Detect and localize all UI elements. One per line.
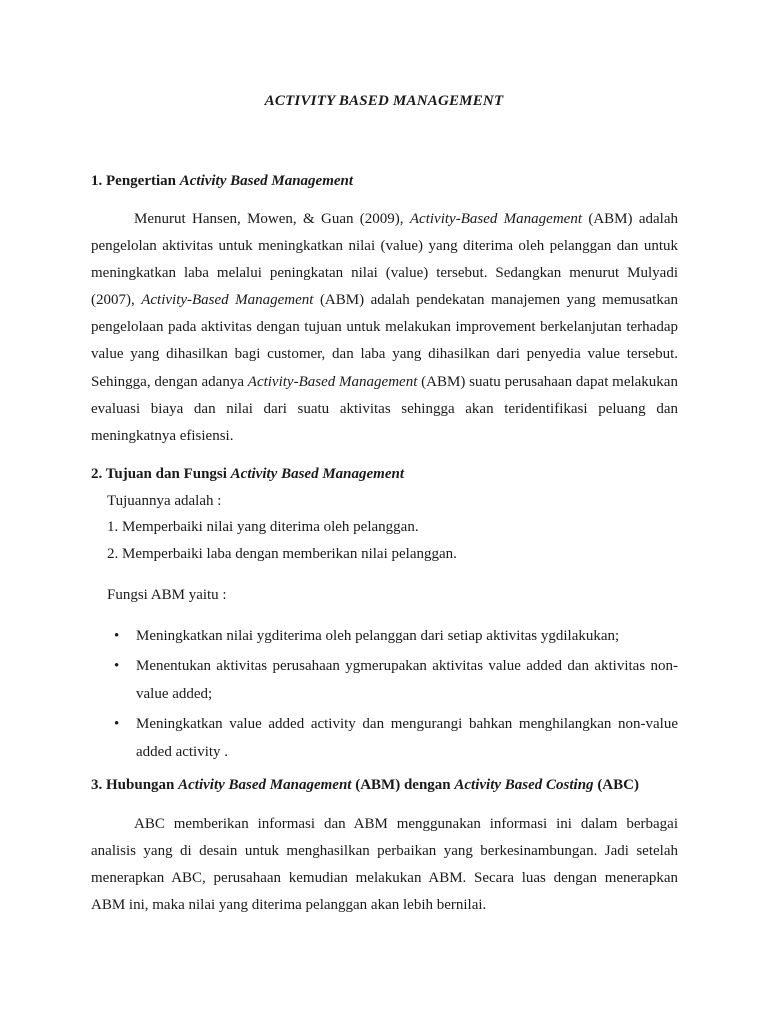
fungsi-list [91,622,678,766]
para-text: (ABM) adalah pengelolan aktivitas untuk meningkatkan nilai (value) yang diterima oleh pelanggan dan untuk meningkatkan laba melalui peningkatan nilai (value) tersebut. Sedangkan menurut Mulyadi (2007), [91,211,678,309]
list-item-text: Menentukan aktivitas perusahaan ygmerupakan aktivitas value added dan aktivitas non-value added; [136,658,678,702]
section-1-paragraph [91,206,678,450]
section-2-heading-italic: Activity Based Management [230,466,404,482]
list-item [91,652,678,708]
para-text: (ABM) adalah pendekatan manajemen yang memusatkan pengelolaan pada aktivitas dengan tujuan untuk melakukan improvement berkelanjutan terhadap value yang dihasilkan bagi customer, dan laba yang dihasilkan dari penyedia value tersebut. Sehingga, dengan adanya [91,292,678,390]
bullet-icon: • [114,716,120,732]
tujuan-label: Tujuannya adalah : [107,493,222,509]
para-text: (ABM) suatu perusahaan dapat melakukan evaluasi biaya dan nilai dari suatu aktivitas sehingga akan teridentifikasi peluang dan meningkatnya efisiensi. [91,373,678,444]
para-italic-term: Activity-Based Management [141,292,314,309]
para-italic-term: Activity-Based Management [247,373,418,390]
section-2-heading-prefix: 2. Tujuan dan Fungsi [91,466,231,482]
bullet-icon: • [114,658,120,674]
section-3-heading-italic-1: Activity Based Management [178,777,352,793]
section-3-heading [91,777,691,794]
section-2-heading [91,466,691,483]
section-3-heading-suffix: (ABC) [593,777,639,793]
section-1-heading-italic: Activity Based Management [179,173,354,189]
list-item-text: Meningkatkan value added activity dan mengurangi bahkan menghilangkan non-value added activity . [136,716,678,760]
document-title: ACTIVITY BASED MANAGEMENT [264,93,504,109]
tujuan-item-1: 1. Memperbaiki nilai yang diterima oleh pelanggan. [107,519,419,535]
section-3-heading-mid: (ABM) dengan [351,777,455,793]
para-italic-term: Activity-Based Management [409,211,582,227]
section-1-heading-prefix: 1. Pengertian [91,173,180,189]
list-item [91,622,678,650]
fungsi-label: Fungsi ABM yaitu : [107,587,227,603]
para-text: ABC memberikan informasi dan ABM menggunakan informasi ini dalam berbagai analisis yang di desain untuk menghasilkan perbaikan yang berkesinambungan. Jadi setelah menerapkan ABC, perusahaan kemudian melakukan ABM. Secara luas dengan menerapkan ABM ini, maka nilai yang diterima pelanggan akan lebih bernilai. [91,816,678,914]
para-text: Menurut Hansen, Mowen, & Guan (2009), [134,211,410,227]
section-3-paragraph [91,811,678,919]
list-item [91,710,678,766]
section-1-heading [91,173,691,190]
bullet-icon: • [114,628,120,644]
list-item-text: Meningkatkan nilai ygditerima oleh pelanggan dari setiap aktivitas ygdilakukan; [136,628,620,644]
tujuan-item-2: 2. Memperbaiki laba dengan memberikan nilai pelanggan. [107,546,457,562]
section-3-heading-italic-2: Activity Based Costing [454,777,594,793]
section-3-heading-prefix: 3. Hubungan [91,777,179,793]
